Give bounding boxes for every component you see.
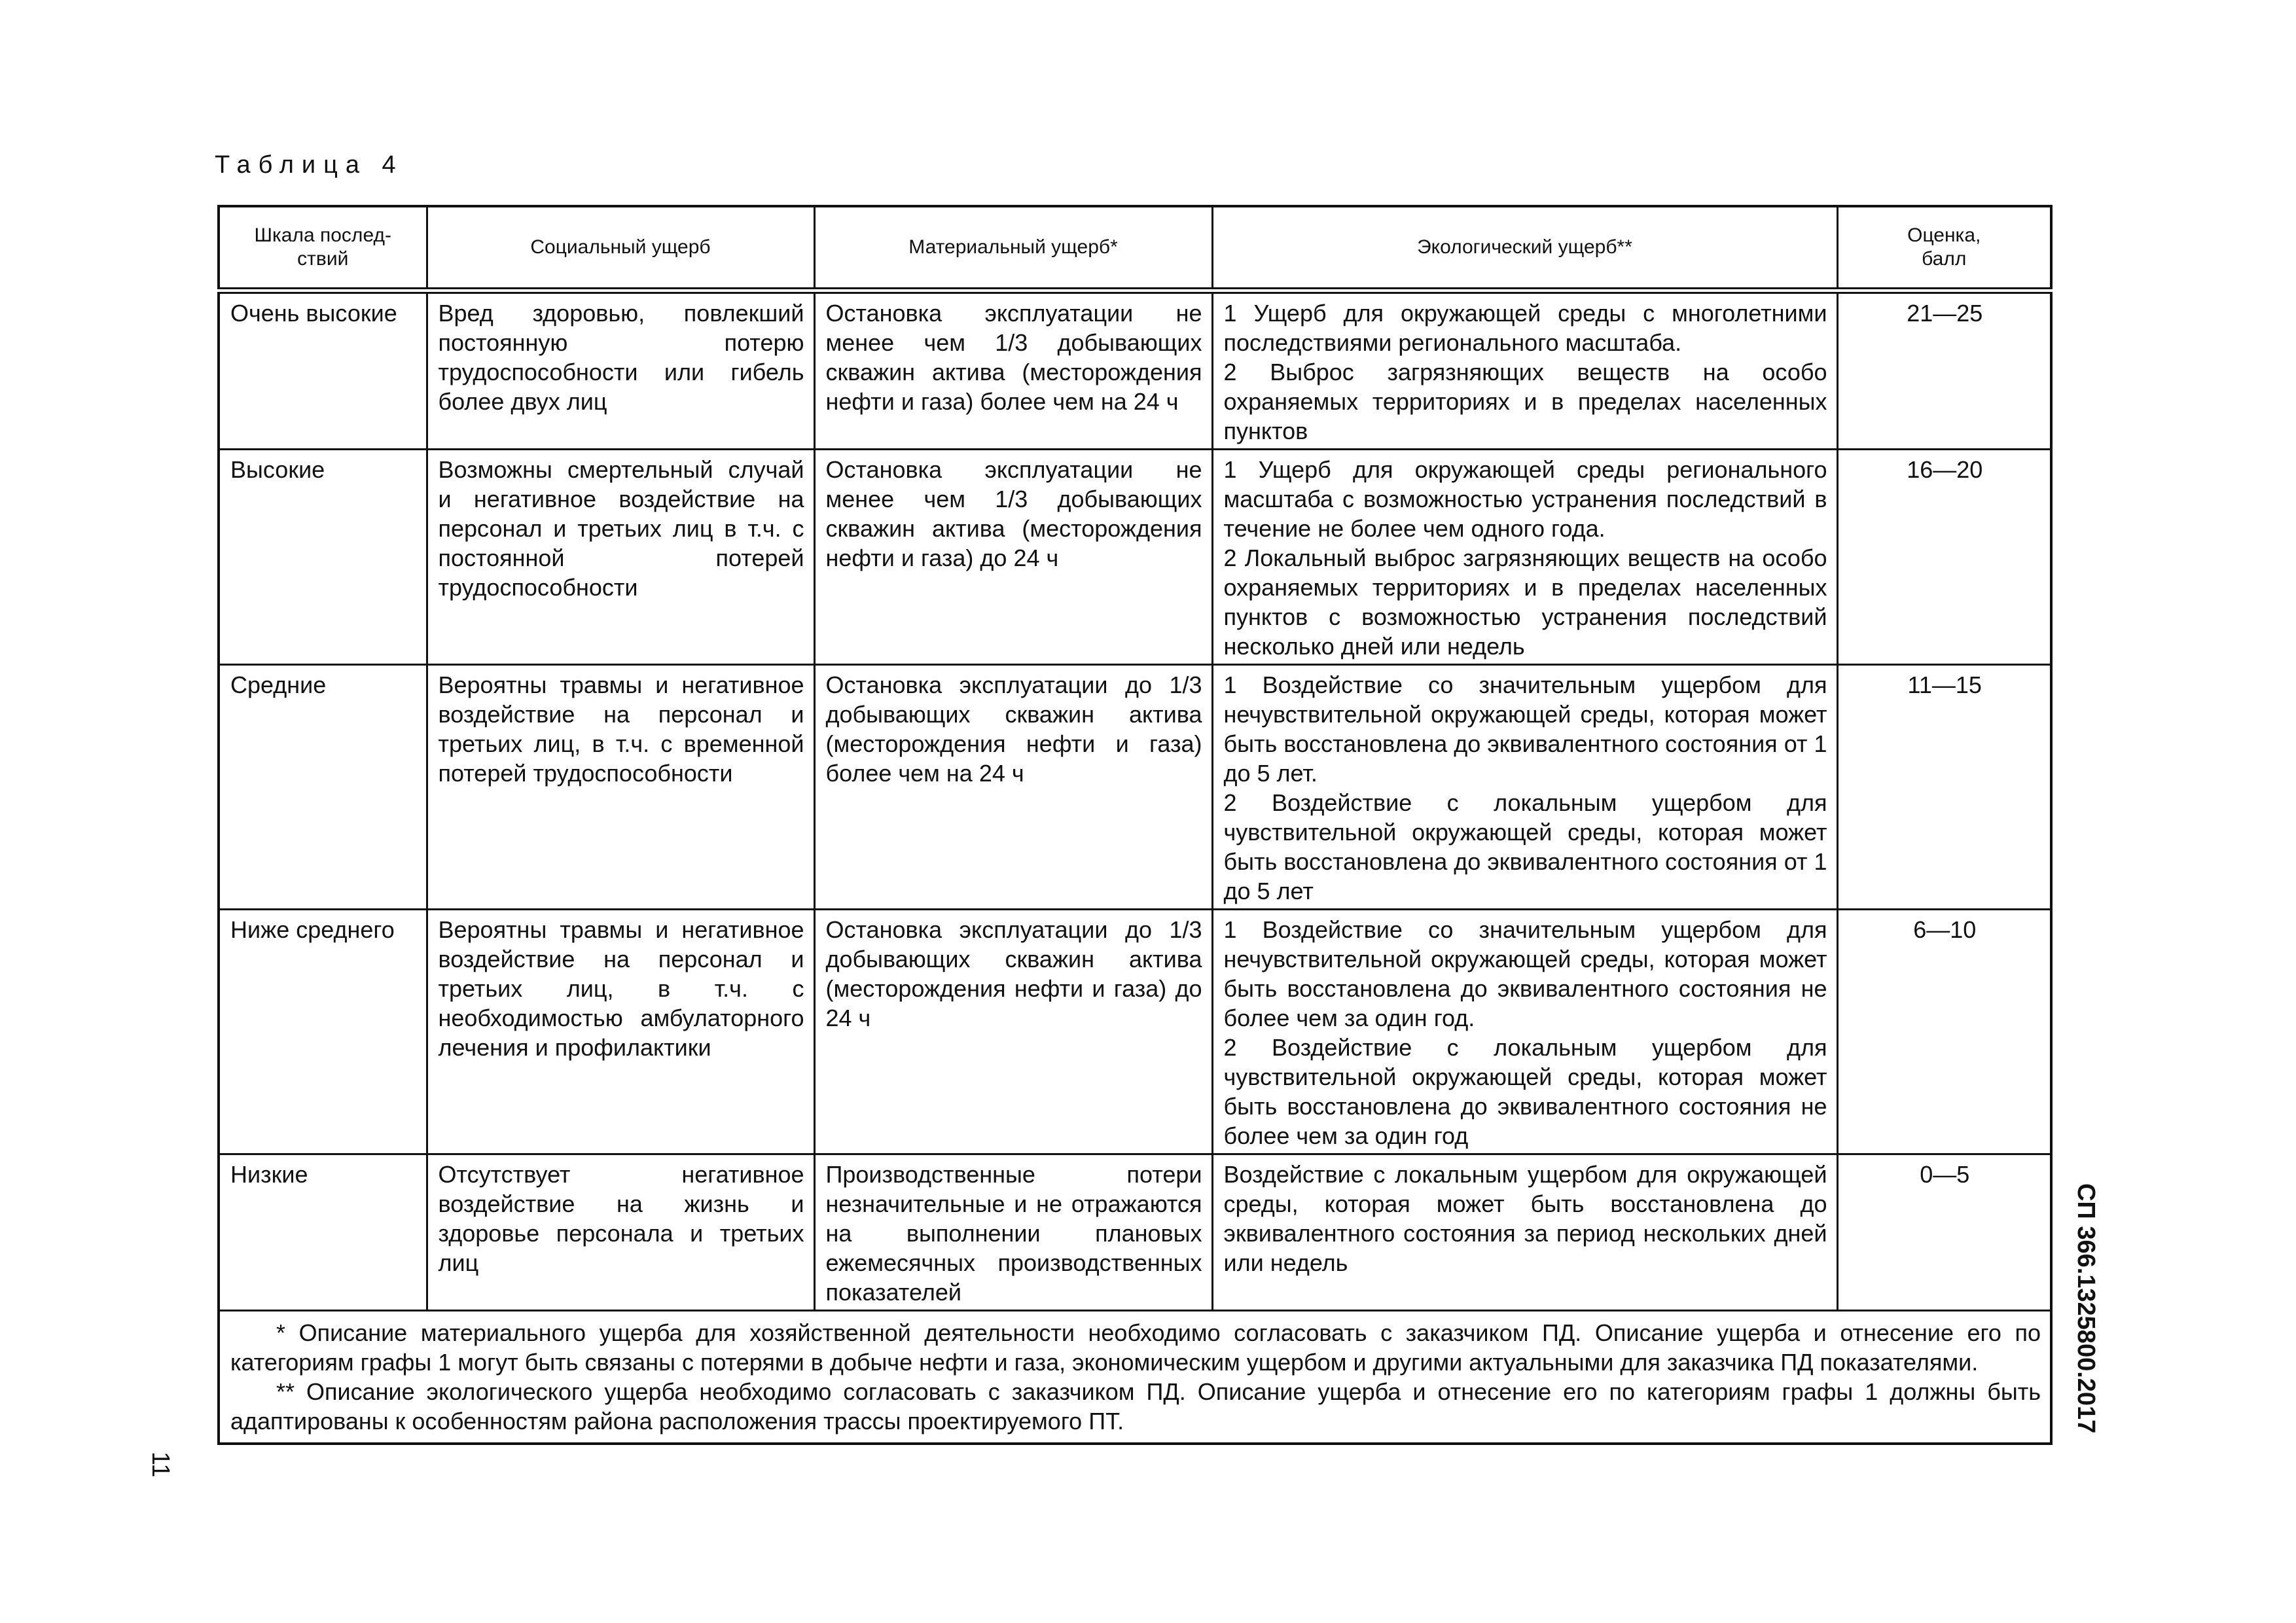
row-ecological [1212, 291, 1837, 450]
row-score: 16—20 [1837, 450, 2051, 665]
table-row [219, 450, 2051, 665]
row-score: 0—5 [1837, 1154, 2051, 1311]
header-material: Материальный ущерб* [814, 206, 1212, 291]
row-social: Возможны смертельный случай и негативное воздействие на персонал и третьих лиц в т.ч. с постоянной потерей трудоспособности [427, 450, 814, 665]
row-ecological [1212, 665, 1837, 910]
ecological-item: 2 Воздействие с локальным ущербом для чувствительной окружающей среды, которая может быть восстановлена до эквивалентного состояния от 1 до 5 лет [1223, 789, 1827, 904]
row-scale: Очень высокие [219, 291, 427, 450]
row-social: Вероятны травмы и негативное воздействие на персонал и третьих лиц, в т.ч. с временной потерей трудоспособности [427, 665, 814, 910]
row-material: Производственные потери незначительные и не отражаются на выполнении плановых ежемесячных производственных показателей [814, 1154, 1212, 1311]
row-scale: Средние [219, 665, 427, 910]
notes-row [219, 1311, 2051, 1444]
row-ecological [1212, 1154, 1837, 1311]
table-row [219, 910, 2051, 1154]
row-score: 6—10 [1837, 910, 2051, 1154]
table-row [219, 1154, 2051, 1311]
row-material: Остановка эксплуатации до 1/3 добывающих скважин актива (месторождения нефти и газа) до 24 ч [814, 910, 1212, 1154]
row-score: 21—25 [1837, 291, 2051, 450]
table-notes [219, 1311, 2051, 1444]
row-scale: Высокие [219, 450, 427, 665]
row-material: Остановка эксплуатации до 1/3 добывающих скважин актива (месторождения нефти и газа) более чем на 24 ч [814, 665, 1212, 910]
header-scale-label: Шкала послед- ствий [254, 224, 391, 270]
row-social: Отсутствует негативное воздействие на жизнь и здоровье персонала и третьих лиц [427, 1154, 814, 1311]
ecological-item: 1 Ущерб для окружающей среды с многолетними последствиями регионального масштаба. [1223, 300, 1827, 356]
consequence-scale-table [217, 205, 2053, 1445]
table-row [219, 665, 2051, 910]
row-score: 11—15 [1837, 665, 2051, 910]
ecological-item: 2 Воздействие с локальным ущербом для чувствительной окружающей среды, которая может быть восстановлена до эквивалентного состояния не более чем за один год [1223, 1034, 1827, 1149]
page-number: 11 [147, 1452, 174, 1478]
ecological-item: 1 Воздействие со значительным ущербом для нечувствительной окружающей среды, которая может быть восстановлена до эквивалентного состояния не более чем за один год. [1223, 916, 1827, 1031]
footnote-material: * Описание материального ущерба для хозяйственной деятельности необходимо согласовать с заказчиком ПД. Описание ущерба и отнесение его по категориям графы 1 могут быть связаны с потерями в добыче нефти и газа, экономическим ущербом и другими актуальными для заказчика ПД показателями. [230, 1319, 2041, 1376]
header-scale [219, 206, 427, 291]
ecological-item: 1 Ущерб для окружающей среды регионального масштаба с возможностью устранения последствий в течение не более чем одного года. [1223, 456, 1827, 542]
table-row [219, 291, 2051, 450]
ecological-item: 2 Выброс загрязняющих веществ на особо охраняемых территориях и в пределах населенных пунктов [1223, 359, 1827, 444]
row-material: Остановка эксплуатации не менее чем 1/3 добывающих скважин актива (месторождения нефти и газа) более чем на 24 ч [814, 291, 1212, 450]
ecological-item: 1 Воздействие со значительным ущербом для нечувствительной окружающей среды, которая может быть восстановлена до эквивалентного состояния от 1 до 5 лет. [1223, 671, 1827, 787]
row-social: Вред здоровью, повлекший постоянную потерю трудоспособности или гибель более двух лиц [427, 291, 814, 450]
header-score [1837, 206, 2051, 291]
row-ecological [1212, 450, 1837, 665]
header-score-label: Оценка, балл [1907, 224, 1981, 270]
row-scale: Низкие [219, 1154, 427, 1311]
ecological-item: 2 Локальный выброс загрязняющих веществ на особо охраняемых территориях и в пределах населенных пунктов с возможностью устранения последствий несколько дней или недель [1223, 544, 1827, 660]
footnote-ecological: ** Описание экологического ущерба необходимо согласовать с заказчиком ПД. Описание ущерба и отнесение его по категориям графы 1 должны быть адаптированы к особенностям района расположения трассы проектируемого ПТ. [230, 1378, 2041, 1435]
ecological-item: Воздействие с локальным ущербом для окружающей среды, которая может быть восстановлена до эквивалентного состояния за период нескольких дней или недель [1223, 1161, 1827, 1276]
table-caption: Таблица 4 [215, 151, 404, 179]
table-header-row [219, 206, 2051, 291]
header-social: Социальный ущерб [427, 206, 814, 291]
row-material: Остановка эксплуатации не менее чем 1/3 добывающих скважин актива (месторождения нефти и газа) до 24 ч [814, 450, 1212, 665]
document-code: СП 366.1325800.2017 [2072, 1183, 2100, 1434]
row-social: Вероятны травмы и негативное воздействие на персонал и третьих лиц, в т.ч. с необходимостью амбулаторного лечения и профилактики [427, 910, 814, 1154]
header-ecological: Экологический ущерб** [1212, 206, 1837, 291]
row-ecological [1212, 910, 1837, 1154]
row-scale: Ниже среднего [219, 910, 427, 1154]
